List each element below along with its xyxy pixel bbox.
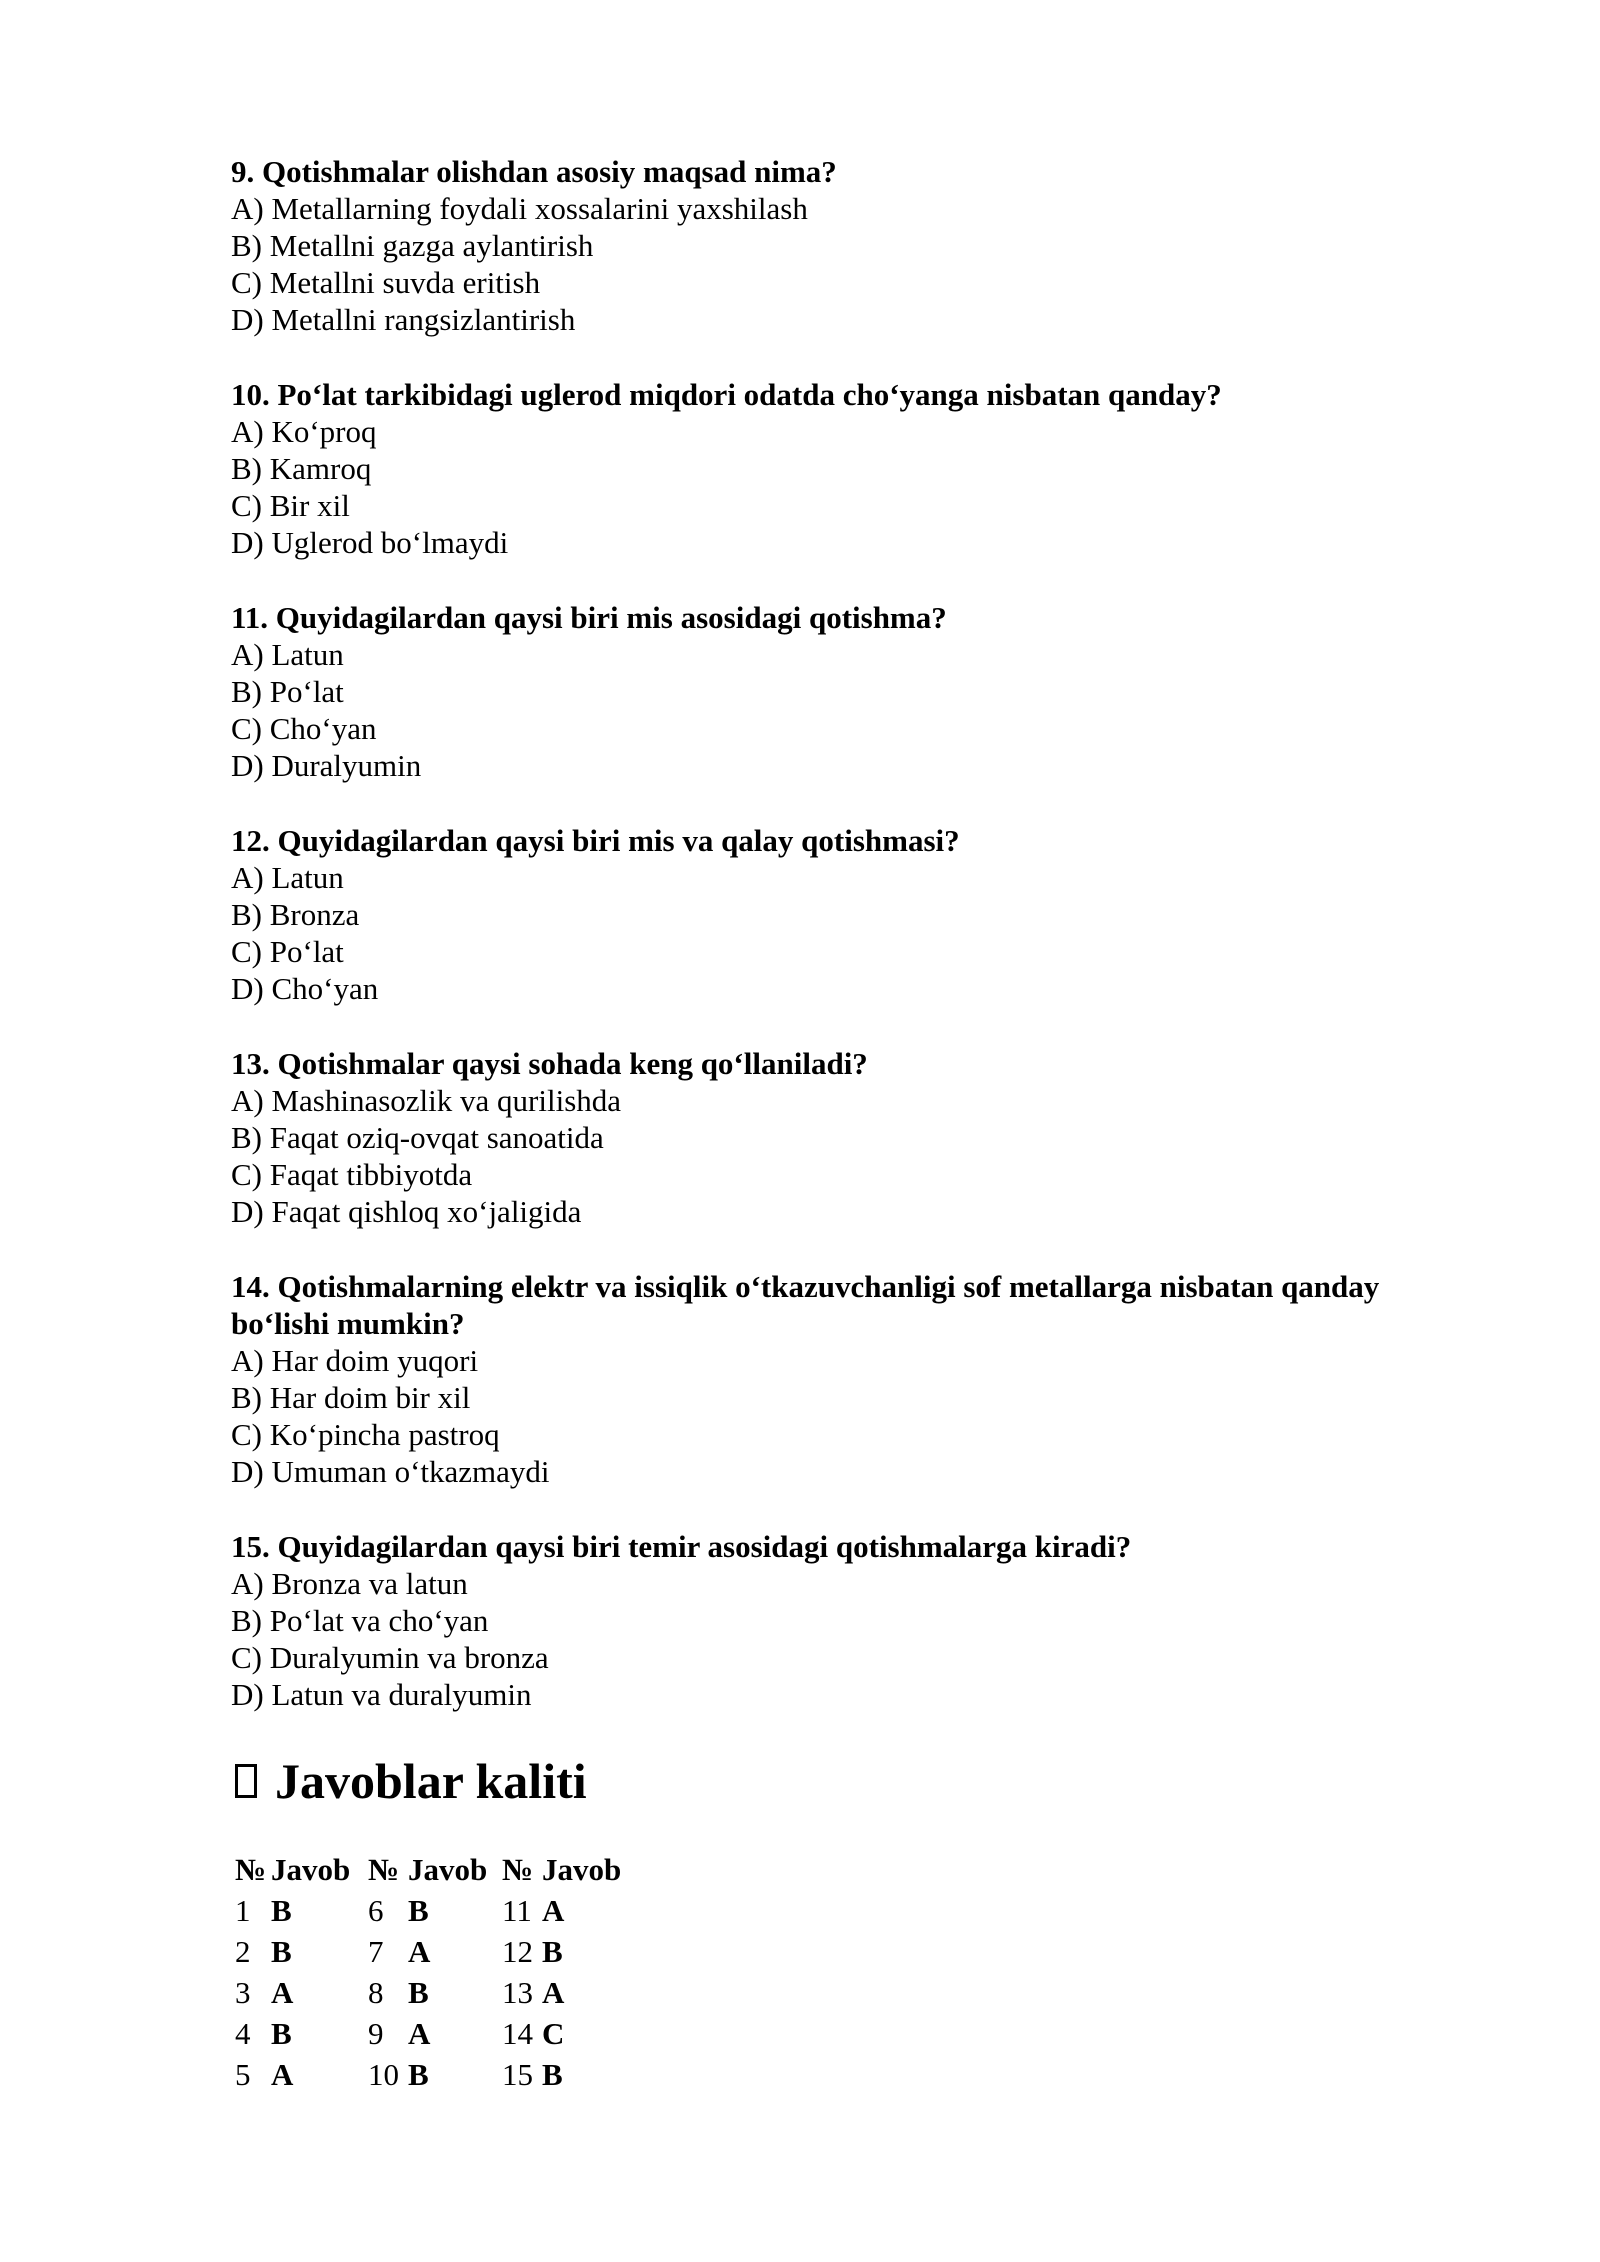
question-title: 15. Quyidagilardan qaysi biri temir asosidagi qotishmalarga kiradi? [231,1529,1132,1564]
option-b: B) Metallni gazga aylantirish [231,228,594,263]
question-title: 12. Quyidagilardan qaysi biri mis va qalay qotishmasi? [231,823,960,858]
question-15 [231,1528,1461,1713]
table-row [231,2013,621,2054]
question-number: 9 [368,2015,384,2051]
answer-letter: B [408,1974,429,2010]
question-12 [231,822,1461,1007]
option-b: B) Har doim bir xil [231,1380,471,1415]
question-number: 8 [368,1974,384,2010]
answer-letter: B [271,2015,292,2051]
answer-letter: C [542,2015,565,2051]
question-number: 2 [235,1933,251,1969]
option-a: A) Koʻproq [231,414,377,449]
answer-key-title: Javoblar kaliti [275,1753,587,1809]
question-title: 10. Poʻlat tarkibidagi uglerod miqdori odatda choʻyanga nisbatan qanday? [231,377,1222,412]
answer-letter: B [542,1933,563,1969]
question-number: 15 [502,2056,533,2092]
option-a: A) Mashinasozlik va qurilishda [231,1083,622,1118]
answer-key-section [231,1751,1461,2095]
question-number: 5 [235,2056,251,2092]
question-10 [231,376,1461,561]
column-header-answer: Javob [408,1851,488,1887]
column-header-number: № [368,1851,400,1887]
question-title: 11. Quyidagilardan qaysi biri mis asosidagi qotishma? [231,600,947,635]
question-number: 13 [502,1974,533,2010]
option-c: C) Faqat tibbiyotda [231,1157,473,1192]
answer-letter: A [271,1974,294,2010]
question-number: 11 [502,1892,532,1928]
option-a: A) Har doim yuqori [231,1343,479,1378]
column-header-answer: Javob [271,1851,351,1887]
option-a: A) Latun [231,637,344,672]
answer-letter: B [271,1933,292,1969]
document-page [231,153,1461,2095]
option-a: A) Bronza va latun [231,1566,468,1601]
option-d: D) Duralyumin [231,748,422,783]
answer-letter: B [271,1892,292,1928]
question-number: 10 [368,2056,399,2092]
answer-letter: B [408,1892,429,1928]
option-a: A) Latun [231,860,344,895]
table-row [231,1972,621,2013]
option-d: D) Metallni rangsizlantirish [231,302,576,337]
option-c: C) Choʻyan [231,711,377,746]
question-number: 4 [235,2015,251,2051]
option-d: D) Uglerod boʻlmaydi [231,525,509,560]
question-13 [231,1045,1461,1230]
option-b: B) Poʻlat va choʻyan [231,1603,489,1638]
option-d: D) Umuman oʻtkazmaydi [231,1454,550,1489]
column-header-number: № [502,1851,534,1887]
question-9 [231,153,1461,338]
answer-key-heading [231,1751,1461,1811]
answer-letter: A [408,1933,431,1969]
answer-letter: B [408,2056,429,2092]
option-a: A) Metallarning foydali xossalarini yaxshilash [231,191,808,226]
table-header-row [231,1849,621,1890]
question-number: 12 [502,1933,533,1969]
answer-letter: A [408,2015,431,2051]
option-b: B) Kamroq [231,451,372,486]
question-number: 14 [502,2015,533,2051]
answer-letter: A [271,2056,294,2092]
box-icon [235,1764,257,1798]
option-c: C) Koʻpincha pastroq [231,1417,500,1452]
question-title: 14. Qotishmalarning elektr va issiqlik oʻtkazuvchanligi sof metallarga nisbatan qanday boʻlishi mumkin? [231,1269,1380,1341]
option-d: D) Choʻyan [231,971,379,1006]
question-11 [231,599,1461,784]
question-title: 13. Qotishmalar qaysi sohada keng qoʻllaniladi? [231,1046,868,1081]
option-c: C) Poʻlat [231,934,344,969]
option-c: C) Bir xil [231,488,350,523]
option-d: D) Faqat qishloq xoʻjaligida [231,1194,582,1229]
question-number: 3 [235,1974,251,2010]
question-number: 6 [368,1892,384,1928]
question-number: 1 [235,1892,251,1928]
option-b: B) Bronza [231,897,360,932]
question-number: 7 [368,1933,384,1969]
option-b: B) Poʻlat [231,674,344,709]
option-b: B) Faqat oziq-ovqat sanoatida [231,1120,604,1155]
question-title: 9. Qotishmalar olishdan asosiy maqsad nima? [231,154,837,189]
answer-letter: B [542,2056,563,2092]
table-row [231,1931,621,1972]
column-header-number: № [235,1851,267,1887]
option-d: D) Latun va duralyumin [231,1677,532,1712]
answer-letter: A [542,1892,565,1928]
answer-letter: A [542,1974,565,2010]
table-row [231,1890,621,1931]
column-header-answer: Javob [542,1851,622,1887]
option-c: C) Metallni suvda eritish [231,265,541,300]
option-c: C) Duralyumin va bronza [231,1640,549,1675]
question-14 [231,1268,1461,1490]
answer-key-table [231,1849,621,2095]
table-row [231,2054,621,2095]
